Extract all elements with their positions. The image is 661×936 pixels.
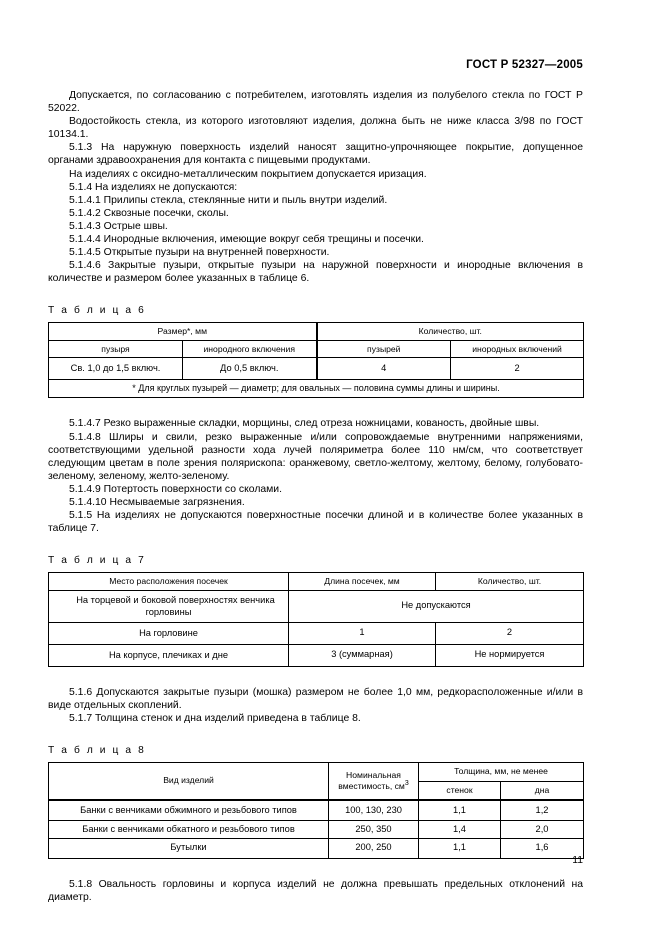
table-6-header-size: Размер*, мм (49, 323, 317, 341)
table-8-cell-capacity: 250, 350 (329, 820, 419, 839)
page-number: 11 (572, 855, 583, 866)
table-row (49, 358, 584, 380)
table-row (49, 644, 584, 666)
table-8-cell-kind: Банки с венчиками обжимного и резьбового типов (49, 800, 329, 820)
table-8-header-capacity-line1: Номинальная (346, 770, 401, 781)
table-7-cell-location: На корпусе, плечиках и дне (49, 644, 289, 666)
spacer (48, 285, 583, 304)
table-6 (48, 322, 584, 398)
paragraph-5-1-8: 5.1.8 Овальность горловины и корпуса изделий не должна превышать предельных отклонений на диаметр. (48, 879, 583, 904)
table-row (49, 622, 584, 644)
paragraph-5-1-4-8: 5.1.4.8 Шлиры и свили, резко выраженные и/или сопровождаемые внутренними напряжениями, соответствующими удельной разности хода лучей поляриметра более 110 нм/см, что соответствует следующим цветам в поле зрения полярископа: оранжевому, светло-желтому, желтому, белому, голубовато-зеленому, зеленому, желто-зеленому. (48, 431, 583, 482)
table-6-footnote: * Для круглых пузырей — диаметр; для овальных — половина суммы длины и ширины. (49, 380, 584, 398)
table-8-cell-bottom: 1,2 (501, 800, 584, 820)
table-row (49, 590, 584, 622)
paragraph-5-1-4: 5.1.4 На изделиях не допускаются: (69, 181, 238, 193)
table-6-header-quantity: Количество, шт. (317, 323, 584, 341)
table-6-cell: 4 (317, 358, 451, 380)
paragraph-5-1-4-1: 5.1.4.1 Прилипы стекла, стеклянные нити и пыль внутри изделий. (69, 194, 388, 206)
table-7-caption: Т а б л и ц а 7 (48, 555, 146, 567)
table-7-header-location: Место расположения посечек (49, 573, 289, 591)
paragraph-5-1-4-7: 5.1.4.7 Резко выраженные складки, морщины, след отреза ножницами, кованость, двойные швы. (69, 418, 540, 430)
table-8-cell-walls: 1,4 (419, 820, 501, 839)
paragraph-5-1-4-6: 5.1.4.6 Закрытые пузыри, открытые пузыри на наружной поверхности и инородные включения в количестве и размером более указанных в таблице 6. (48, 260, 583, 285)
table-row (49, 323, 584, 341)
table-8-subheader-walls: стенок (419, 781, 501, 800)
table-6-cell: 2 (451, 358, 584, 380)
table-6-subheader-inclusion-size: инородного включения (183, 340, 317, 358)
paragraph-5-1-5: 5.1.5 На изделиях не допускаются поверхностные посечки длиной и в количестве более указанных в таблице 7. (48, 510, 583, 535)
table-8-cell-walls: 1,1 (419, 839, 501, 859)
spacer (48, 398, 583, 417)
paragraph-5-1-4-5: 5.1.4.5 Открытые пузыри на внутренней поверхности. (69, 247, 330, 259)
table-8-header-thickness: Толщина, мм, не менее (419, 763, 584, 782)
table-7-cell-count: 2 (436, 622, 584, 644)
page-content (48, 58, 583, 904)
paragraph-5-1-4-9: 5.1.4.9 Потертость поверхности со сколами. (69, 483, 282, 495)
spacer (48, 535, 583, 554)
table-row (49, 380, 584, 398)
table-8-cell-walls: 1,1 (419, 800, 501, 820)
table-8-cell-capacity: 200, 250 (329, 839, 419, 859)
table-8-header-kind: Вид изделий (49, 763, 329, 801)
paragraph-vodostoikost: Водостойкость стекла, из которого изготовляют изделия, должна быть не ниже класса 3/98 по ГОСТ 10134.1. (48, 116, 583, 141)
table-6-subheader-bubble-size: пузыря (49, 340, 183, 358)
table-7-cell-span: Не допускаются (289, 590, 584, 622)
paragraph-5-1-3: 5.1.3 На наружную поверхность изделий наносят защитно-упрочняющее покрытие, допущенное органами здравоохранения для контакта с пищевыми продуктами. (48, 142, 583, 167)
table-7-cell-length: 3 (суммарная) (289, 644, 436, 666)
table-8-cell-bottom: 2,0 (501, 820, 584, 839)
table-row (49, 820, 584, 839)
table-7-cell-length: 1 (289, 622, 436, 644)
table-7-header-count: Количество, шт. (436, 573, 584, 591)
table-8-cell-kind: Банки с венчиками обкатного и резьбового типов (49, 820, 329, 839)
table-7-cell-location: На торцевой и боковой поверхностях венчика горловины (49, 590, 289, 622)
table-8-subheader-bottom: дна (501, 781, 584, 800)
table-8-header-capacity-line2: вместимость, см (338, 781, 405, 792)
paragraph-5-1-7: 5.1.7 Толщина стенок и дна изделий приведена в таблице 8. (69, 712, 361, 724)
table-8-header-capacity (329, 763, 419, 801)
paragraph-5-1-4-3: 5.1.4.3 Острые швы. (69, 220, 168, 232)
table-8-cell-capacity: 100, 130, 230 (329, 800, 419, 820)
table-6-caption: Т а б л и ц а 6 (48, 305, 146, 317)
spacer (48, 725, 583, 744)
table-6-cell: До 0,5 включ. (183, 358, 317, 380)
table-7-cell-location: На горловине (49, 622, 289, 644)
paragraph-5-1-6: 5.1.6 Допускаются закрытые пузыри (мошка) размером не более 1,0 мм, редкорасположенные и/или в виде отдельных скоплений. (48, 686, 583, 711)
paragraph-polubeloe-steklo: Допускается, по согласованию с потребителем, изготовлять изделия из полубелого стекла по ГОСТ Р 52022. (48, 90, 583, 115)
table-8-cell-kind: Бутылки (49, 839, 329, 859)
table-8 (48, 762, 584, 859)
table-6-subheader-inclusion-count: инородных включений (451, 340, 584, 358)
table-7-cell-count: Не нормируется (436, 644, 584, 666)
paragraph-5-1-4-2: 5.1.4.2 Сквозные посечки, сколы. (69, 207, 229, 219)
table-8-caption: Т а б л и ц а 8 (48, 745, 146, 757)
table-row (49, 800, 584, 820)
table-6-subheader-bubble-count: пузырей (317, 340, 451, 358)
paragraph-5-1-4-4: 5.1.4.4 Инородные включения, имеющие вокруг себя трещины и посечки. (69, 234, 424, 246)
paragraph-5-1-4-10: 5.1.4.10 Несмываемые загрязнения. (69, 496, 245, 508)
table-8-header-capacity-superscript: 3 (404, 780, 409, 788)
table-row (49, 763, 584, 782)
table-7-header-length: Длина посечек, мм (289, 573, 436, 591)
table-row (49, 573, 584, 591)
table-row (49, 340, 584, 358)
document-header-standard-number: ГОСТ Р 52327—2005 (466, 59, 583, 71)
spacer (48, 667, 583, 686)
table-8-cell-bottom: 1,6 (501, 839, 584, 859)
table-7 (48, 572, 584, 667)
paragraph-irizatsiya: На изделиях с оксидно-металлическим покрытием допускается иризация. (69, 168, 427, 180)
table-6-cell: Св. 1,0 до 1,5 включ. (49, 358, 183, 380)
